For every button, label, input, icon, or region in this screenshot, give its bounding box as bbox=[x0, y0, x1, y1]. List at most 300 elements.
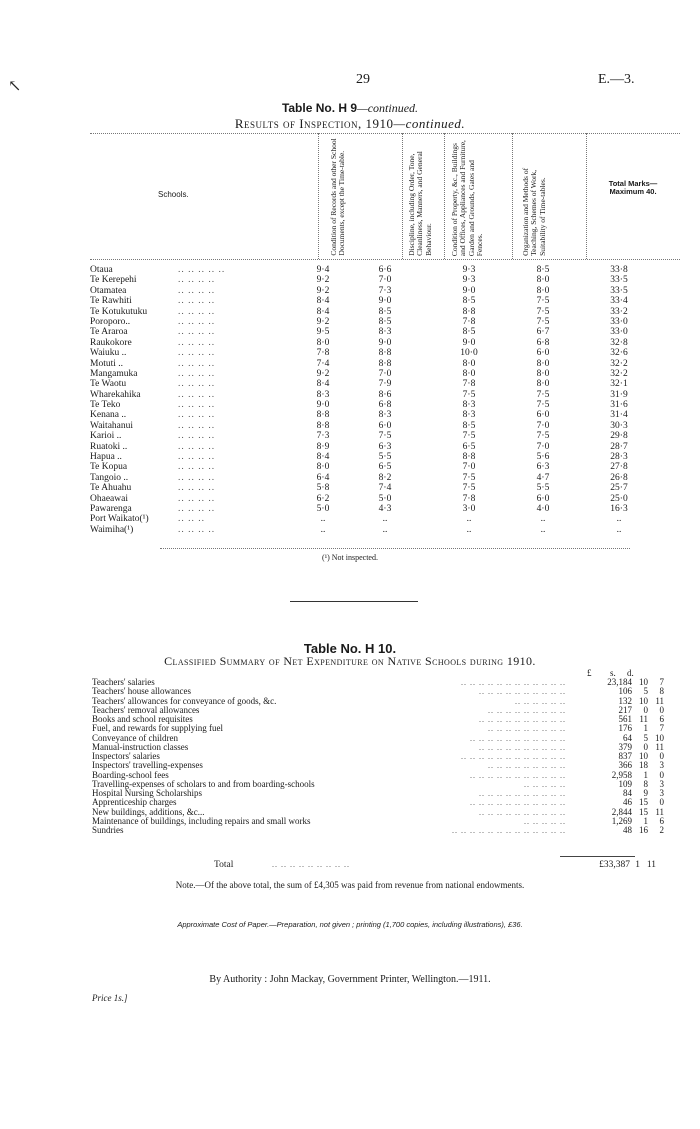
records-score: 5·0 bbox=[316, 503, 330, 514]
pounds-value: 217 bbox=[618, 704, 632, 715]
discipline-score: 7·0 bbox=[378, 275, 392, 286]
pounds-value: 64 bbox=[623, 732, 632, 743]
total-score: 31·6 bbox=[610, 400, 628, 411]
discipline-score: 4·3 bbox=[378, 503, 392, 514]
total-score: 32·1 bbox=[610, 379, 628, 390]
property-score: 9·0 bbox=[462, 285, 476, 296]
property-score: 9·3 bbox=[462, 275, 476, 286]
property-score: 8·8 bbox=[462, 452, 476, 463]
shillings-value: 15 bbox=[639, 797, 648, 808]
total-score: 33·4 bbox=[610, 296, 628, 307]
total-dots: .. .. .. .. .. .. .. .. .. bbox=[272, 860, 350, 869]
property-score: 10·0 bbox=[460, 348, 478, 359]
table9-top-rule bbox=[90, 133, 680, 134]
school-name: Hapua .. bbox=[90, 452, 122, 463]
col3-header: Condition of Property, &c., Buildings and Offices, Appliances and Furniture, Garden and Grounds, Gates and Fences. bbox=[450, 139, 484, 256]
row-leader-dots: .. .. .. .. bbox=[178, 368, 216, 379]
discipline-score: 7·0 bbox=[378, 368, 392, 379]
table9-footnote: (¹) Not inspected. bbox=[322, 553, 378, 562]
property-score: 7·8 bbox=[462, 316, 476, 327]
table-row bbox=[90, 483, 680, 493]
records-score: 8·4 bbox=[316, 306, 330, 317]
shillings-value: 10 bbox=[639, 751, 648, 761]
row-leader-dots: .. .. .. .. bbox=[178, 472, 216, 483]
table10-body bbox=[92, 677, 664, 835]
pence-value: 10 bbox=[655, 732, 664, 743]
records-score: 9·2 bbox=[316, 316, 330, 327]
table9-title-suffix: —continued. bbox=[357, 101, 419, 115]
pounds-value: 837 bbox=[618, 751, 632, 761]
table-row bbox=[90, 338, 680, 348]
row-leader-dots: .. .. .. .. bbox=[178, 410, 216, 421]
scan-mark-left: ↖ bbox=[8, 78, 22, 95]
shillings-header: s. bbox=[610, 668, 616, 678]
total-score: 31·4 bbox=[610, 410, 628, 421]
row-leader-dots: .. .. .. .. .. .. .. .. .. .. bbox=[479, 807, 566, 817]
expense-label: Boarding-school fees bbox=[92, 769, 169, 780]
table-row bbox=[90, 348, 680, 358]
pounds-value: 176 bbox=[618, 723, 632, 734]
total-score: 33·0 bbox=[610, 316, 628, 327]
total-score: 29·8 bbox=[610, 431, 628, 442]
records-score: 9·4 bbox=[316, 265, 330, 275]
property-score: 7·0 bbox=[462, 462, 476, 473]
records-score: 8·4 bbox=[316, 296, 330, 307]
row-leader-dots: .. .. .. .. bbox=[178, 285, 216, 296]
total-marks-header: Total Marks— Maximum 40. bbox=[608, 179, 658, 196]
expense-label: Maintenance of buildings, including repairs and small works bbox=[92, 815, 311, 826]
property-score: 9·0 bbox=[462, 337, 476, 348]
discipline-score: 8·3 bbox=[378, 410, 392, 421]
table9-subtitle-suffix: —continued. bbox=[393, 116, 466, 131]
col3-header-box bbox=[451, 138, 521, 256]
shillings-value: 10 bbox=[639, 677, 648, 687]
expense-label: Teachers' allowances for conveyance of goods, &c. bbox=[92, 695, 277, 706]
row-leader-dots: .. .. .. .. bbox=[178, 275, 216, 286]
discipline-score: 7·3 bbox=[378, 285, 392, 296]
total-score: 25·7 bbox=[610, 483, 628, 494]
total-score: 30·3 bbox=[610, 420, 628, 431]
property-score: 9·3 bbox=[462, 265, 476, 275]
records-score: .. bbox=[320, 514, 326, 525]
table-row bbox=[90, 462, 680, 472]
pence-value: 0 bbox=[659, 769, 664, 780]
row-leader-dots: .. .. .. .. .. .. .. .. .. .. .. bbox=[470, 733, 566, 743]
school-name: Te Kopua bbox=[90, 462, 128, 473]
pounds-value: 109 bbox=[618, 778, 632, 789]
total-score: 33·5 bbox=[610, 275, 628, 286]
pence-value: 0 bbox=[659, 797, 664, 808]
school-name: Karioi .. bbox=[90, 431, 122, 442]
pounds-value: 46 bbox=[623, 797, 632, 808]
row-leader-dots: .. .. .. .. bbox=[178, 503, 216, 514]
col1-header: Condition of Records and other School Documents, except the Time-table. bbox=[329, 138, 347, 256]
records-score: 9·0 bbox=[316, 400, 330, 411]
table-row bbox=[92, 741, 664, 752]
row-leader-dots: .. .. .. .. bbox=[178, 524, 216, 535]
row-leader-dots: .. .. .. .. .. .. .. .. .. .. bbox=[479, 742, 566, 752]
school-name: Motuti .. bbox=[90, 358, 123, 369]
property-score: .. bbox=[466, 524, 472, 535]
row-leader-dots: .. .. .. .. .. .. .. .. .. bbox=[488, 724, 566, 734]
row-leader-dots: .. .. .. .. bbox=[178, 431, 216, 442]
property-score: 7·5 bbox=[462, 472, 476, 483]
school-name: Te Araroa bbox=[90, 327, 128, 338]
organization-score: 7·5 bbox=[536, 296, 550, 307]
expense-label: Fuel, and rewards for supplying fuel bbox=[92, 723, 223, 734]
school-name: Ohaeawai bbox=[90, 493, 128, 504]
property-score: 7·5 bbox=[462, 389, 476, 400]
school-name: Wharekahika bbox=[90, 389, 141, 400]
total-score: 32·2 bbox=[610, 358, 628, 369]
shillings-value: 5 bbox=[643, 732, 648, 743]
row-leader-dots: .. .. .. bbox=[178, 514, 205, 525]
records-score: 8·9 bbox=[316, 441, 330, 452]
property-score: 7·8 bbox=[462, 379, 476, 390]
expense-label: Manual-instruction classes bbox=[92, 741, 189, 752]
row-leader-dots: .. .. .. .. .. .. .. .. .. .. bbox=[479, 687, 566, 697]
col4-header: Organization and Methods of Teaching, Schemes of Work, Suitability of Time-tables. bbox=[521, 168, 547, 256]
discipline-score: 6·3 bbox=[378, 441, 392, 452]
row-leader-dots: .. .. .. .. .. bbox=[524, 816, 566, 826]
row-leader-dots: .. .. .. .. .. bbox=[178, 265, 226, 275]
expense-label: Sundries bbox=[92, 825, 124, 835]
organization-score: 8·5 bbox=[536, 265, 550, 275]
school-name: Otaua bbox=[90, 265, 113, 275]
row-leader-dots: .. .. .. .. .. .. .. .. .. .. .. bbox=[470, 770, 566, 780]
row-leader-dots: .. .. .. .. bbox=[178, 358, 216, 369]
discipline-score: 8·6 bbox=[378, 389, 392, 400]
table-row bbox=[90, 504, 680, 514]
table-row bbox=[90, 265, 680, 275]
school-name: Kenana .. bbox=[90, 410, 127, 421]
organization-score: 6·3 bbox=[536, 462, 550, 473]
table10-title: Table No. H 10. bbox=[303, 641, 397, 656]
expense-label: Apprenticeship charges bbox=[92, 797, 177, 808]
row-leader-dots: .. .. .. .. bbox=[178, 306, 216, 317]
discipline-score: 6·0 bbox=[378, 420, 392, 431]
col1-header-box bbox=[330, 138, 400, 256]
pounds-value: 379 bbox=[618, 741, 632, 752]
records-score: 5·8 bbox=[316, 483, 330, 494]
property-score: 8·5 bbox=[462, 420, 476, 431]
total-score: 32·8 bbox=[610, 337, 628, 348]
total-score: .. bbox=[616, 514, 622, 525]
table9-bottom-rule bbox=[160, 548, 630, 549]
property-score: 8·3 bbox=[462, 400, 476, 411]
discipline-score: 8·2 bbox=[378, 472, 392, 483]
pence-value: 3 bbox=[659, 788, 664, 798]
total-score: 33·0 bbox=[610, 327, 628, 338]
shillings-value: 18 bbox=[639, 760, 648, 771]
total-score: 33·8 bbox=[610, 265, 628, 275]
pounds-value: 132 bbox=[618, 695, 632, 706]
property-score: 8·8 bbox=[462, 306, 476, 317]
property-score: 8·0 bbox=[462, 358, 476, 369]
pounds-value: 366 bbox=[618, 760, 632, 771]
row-leader-dots: .. .. .. .. .. .. .. .. .. bbox=[488, 705, 566, 715]
table-row bbox=[92, 825, 664, 835]
shillings-value: 1 bbox=[643, 815, 648, 826]
row-leader-dots: .. .. .. .. bbox=[178, 316, 216, 327]
pence-value: 6 bbox=[659, 714, 664, 724]
shillings-value: 9 bbox=[643, 788, 648, 798]
discipline-score: 7·5 bbox=[378, 431, 392, 442]
pounds-value: 1,269 bbox=[611, 815, 632, 826]
total-score: 33·2 bbox=[610, 306, 628, 317]
cost-note bbox=[0, 920, 700, 929]
expense-label: Teachers' salaries bbox=[92, 677, 155, 687]
property-score: 8·5 bbox=[462, 296, 476, 307]
discipline-score: 8·3 bbox=[378, 327, 392, 338]
school-name: Waitahanui bbox=[90, 420, 134, 431]
total-pence: 11 bbox=[646, 860, 656, 870]
pence-value: 11 bbox=[655, 741, 664, 752]
records-score: .. bbox=[320, 524, 326, 535]
page-reference: E.—3. bbox=[598, 72, 635, 87]
expense-label: Books and school requisites bbox=[92, 714, 193, 724]
discipline-score: 7·9 bbox=[378, 379, 392, 390]
discipline-score: 5·0 bbox=[378, 493, 392, 504]
organization-score: 8·0 bbox=[536, 275, 550, 286]
table-row bbox=[90, 442, 680, 452]
pence-value: 8 bbox=[659, 686, 664, 697]
expense-label: Hospital Nursing Scholarships bbox=[92, 788, 202, 798]
school-name: Te Kerepehi bbox=[90, 275, 137, 286]
property-score: 8·3 bbox=[462, 410, 476, 421]
row-leader-dots: .. .. .. .. bbox=[178, 337, 216, 348]
row-leader-dots: .. .. .. .. .. bbox=[524, 779, 566, 789]
school-name: Raukokore bbox=[90, 337, 132, 348]
records-score: 7·8 bbox=[316, 348, 330, 359]
expense-label: Conveyance of children bbox=[92, 732, 178, 743]
organization-score: 5·5 bbox=[536, 483, 550, 494]
property-score: 7·5 bbox=[462, 431, 476, 442]
organization-score: 7·5 bbox=[536, 389, 550, 400]
pounds-value: 106 bbox=[618, 686, 632, 697]
property-score: .. bbox=[466, 514, 472, 525]
pence-value: 11 bbox=[655, 695, 664, 706]
school-name: Te Teko bbox=[90, 400, 121, 411]
school-name: Otamatea bbox=[90, 285, 127, 296]
pounds-value: 48 bbox=[623, 825, 632, 835]
total-score: 32·2 bbox=[610, 368, 628, 379]
table-row bbox=[90, 286, 680, 296]
table-row bbox=[90, 473, 680, 483]
table-row bbox=[90, 275, 680, 285]
table-row bbox=[90, 369, 680, 379]
records-score: 8·4 bbox=[316, 452, 330, 463]
shillings-value: 1 bbox=[643, 769, 648, 780]
table-row bbox=[92, 815, 664, 826]
table-row bbox=[90, 359, 680, 369]
organization-score: 6·8 bbox=[536, 337, 550, 348]
pence-value: 0 bbox=[659, 751, 664, 761]
table-row bbox=[90, 431, 680, 441]
records-score: 9·2 bbox=[316, 275, 330, 286]
shillings-value: 0 bbox=[643, 704, 648, 715]
shillings-value: 1 bbox=[643, 723, 648, 734]
row-leader-dots: .. .. .. .. .. .. .. .. .. .. .. .. bbox=[461, 678, 566, 687]
shillings-value: 5 bbox=[643, 686, 648, 697]
pounds-value: 84 bbox=[623, 788, 632, 798]
total-score: 31·9 bbox=[610, 389, 628, 400]
organization-score: 8·0 bbox=[536, 358, 550, 369]
total-score: 28·3 bbox=[610, 452, 628, 463]
total-score: 33·5 bbox=[610, 285, 628, 296]
records-score: 8·4 bbox=[316, 379, 330, 390]
total-rule bbox=[560, 856, 635, 857]
table9-col-divider-2 bbox=[402, 133, 403, 259]
discipline-score: .. bbox=[382, 514, 388, 525]
row-leader-dots: .. .. .. .. bbox=[178, 493, 216, 504]
pence-value: 3 bbox=[659, 760, 664, 771]
pounds-value: 2,844 bbox=[611, 806, 632, 817]
discipline-score: 6·6 bbox=[378, 265, 392, 275]
col2-header: Discipline, including Order, Tone, Cleanliness, Manners, and General Behaviour. bbox=[407, 151, 433, 256]
expense-label: Travelling-expenses of scholars to and from boarding-schools bbox=[92, 778, 315, 789]
table-row bbox=[90, 421, 680, 431]
property-score: 8·5 bbox=[462, 327, 476, 338]
row-leader-dots: .. .. .. .. bbox=[178, 441, 216, 452]
organization-score: 7·0 bbox=[536, 441, 550, 452]
total-score: 27·8 bbox=[610, 462, 628, 473]
row-leader-dots: .. .. .. .. bbox=[178, 420, 216, 431]
table-row bbox=[90, 296, 680, 306]
col4-header-box bbox=[522, 138, 592, 256]
table-row bbox=[90, 317, 680, 327]
school-name: Waimiha(¹) bbox=[90, 524, 134, 535]
property-score: 3·0 bbox=[462, 503, 476, 514]
organization-score: 6·0 bbox=[536, 348, 550, 359]
table-row bbox=[90, 514, 680, 524]
table9-header-rule bbox=[90, 259, 680, 260]
row-leader-dots: .. .. .. .. bbox=[178, 400, 216, 411]
organization-score: .. bbox=[540, 524, 546, 535]
organization-score: 7·5 bbox=[536, 400, 550, 411]
expense-label: New buildings, additions, &c... bbox=[92, 806, 205, 817]
school-name: Port Waikato(¹) bbox=[90, 514, 149, 525]
row-leader-dots: .. .. .. .. bbox=[178, 348, 216, 359]
school-name: Poroporo.. bbox=[90, 316, 131, 327]
table-row bbox=[90, 494, 680, 504]
expense-label: Inspectors' travelling-expenses bbox=[92, 760, 203, 771]
school-name: Pawarenga bbox=[90, 503, 132, 514]
total-label: Total bbox=[214, 860, 234, 870]
section-rule bbox=[290, 601, 418, 602]
organization-score: .. bbox=[540, 514, 546, 525]
organization-score: 7·5 bbox=[536, 431, 550, 442]
row-leader-dots: .. .. .. .. .. .. .. .. .. .. bbox=[479, 715, 566, 724]
organization-score: 5·6 bbox=[536, 452, 550, 463]
discipline-score: 8·5 bbox=[378, 316, 392, 327]
price-label: Price 1s.] bbox=[92, 993, 128, 1003]
shillings-value: 15 bbox=[639, 806, 648, 817]
pence-value: 7 bbox=[659, 677, 664, 687]
row-leader-dots: .. .. .. .. bbox=[178, 296, 216, 307]
schools-header: Schools. bbox=[158, 190, 189, 199]
pence-value: 2 bbox=[659, 825, 664, 835]
property-score: 8·0 bbox=[462, 368, 476, 379]
row-leader-dots: .. .. .. .. bbox=[178, 327, 216, 338]
pence-header: d. bbox=[627, 668, 634, 678]
pence-value: 0 bbox=[659, 704, 664, 715]
table-row bbox=[90, 452, 680, 462]
table10-note: Note.—Of the above total, the sum of £4,305 was paid from revenue from national endowments. bbox=[175, 880, 525, 890]
property-score: 6·5 bbox=[462, 441, 476, 452]
expense-label: Teachers' removal allowances bbox=[92, 704, 200, 715]
discipline-score: 6·8 bbox=[378, 400, 392, 411]
organization-score: 8·0 bbox=[536, 368, 550, 379]
discipline-score: 9·0 bbox=[378, 296, 392, 307]
table9-title bbox=[0, 101, 700, 116]
row-leader-dots: .. .. .. .. .. .. .. .. .. bbox=[488, 761, 566, 771]
total-shillings: 1 bbox=[635, 860, 640, 870]
shillings-value: 16 bbox=[639, 825, 648, 835]
page-number: 29 bbox=[356, 72, 370, 87]
table9-subtitle-main: Results of Inspection, 1910 bbox=[234, 116, 394, 131]
records-score: 9·5 bbox=[316, 327, 330, 338]
records-score: 8·0 bbox=[316, 462, 330, 473]
records-score: 8·0 bbox=[316, 337, 330, 348]
discipline-score: .. bbox=[382, 524, 388, 535]
authority-line: By Authority : John Mackay, Government Printer, Wellington.—1911. bbox=[209, 974, 491, 985]
shillings-value: 11 bbox=[639, 714, 648, 724]
pounds-value: 23,184 bbox=[607, 677, 632, 687]
table10-subtitle: Classified Summary of Net Expenditure on Native Schools during 1910. bbox=[164, 654, 536, 668]
pence-value: 11 bbox=[655, 806, 664, 817]
total-pounds: £33,387 bbox=[599, 860, 630, 870]
expense-label: Teachers' house allowances bbox=[92, 686, 191, 697]
property-score: 7·5 bbox=[462, 483, 476, 494]
total-score: 16·3 bbox=[610, 503, 628, 514]
table9-subtitle bbox=[0, 116, 700, 132]
row-leader-dots: .. .. .. .. bbox=[178, 389, 216, 400]
records-score: 7·3 bbox=[316, 431, 330, 442]
total-score: 32·6 bbox=[610, 348, 628, 359]
organization-score: 7·0 bbox=[536, 420, 550, 431]
discipline-score: 8·8 bbox=[378, 348, 392, 359]
table9-title-main: Table No. H 9 bbox=[281, 101, 358, 115]
organization-score: 7·5 bbox=[536, 306, 550, 317]
cost-note-text: Approximate Cost of Paper.—Preparation, not given ; printing (1,700 copies, including illustrations), £36. bbox=[177, 920, 523, 929]
table-row bbox=[90, 327, 680, 337]
school-name: Waiuku .. bbox=[90, 348, 127, 359]
pence-value: 3 bbox=[659, 778, 664, 789]
shillings-value: 10 bbox=[639, 695, 648, 706]
total-score: 25·0 bbox=[610, 493, 628, 504]
row-leader-dots: .. .. .. .. .. .. .. .. .. .. .. .. bbox=[461, 752, 566, 761]
pounds-value: 2,958 bbox=[611, 769, 632, 780]
pounds-value: 561 bbox=[618, 714, 632, 724]
organization-score: 6·0 bbox=[536, 410, 550, 421]
row-leader-dots: .. .. .. .. .. .. bbox=[515, 696, 566, 706]
row-leader-dots: .. .. .. .. .. .. .. .. .. .. .. bbox=[470, 798, 566, 808]
row-leader-dots: .. .. .. .. .. .. .. .. .. .. bbox=[479, 789, 566, 798]
table-row bbox=[90, 400, 680, 410]
row-leader-dots: .. .. .. .. .. .. .. .. .. .. .. .. .. bbox=[452, 826, 566, 835]
discipline-score: 7·4 bbox=[378, 483, 392, 494]
table-row bbox=[90, 390, 680, 400]
table-row bbox=[90, 379, 680, 389]
organization-score: 7·5 bbox=[536, 316, 550, 327]
discipline-score: 8·5 bbox=[378, 306, 392, 317]
school-name: Te Kotukutuku bbox=[90, 306, 148, 317]
row-leader-dots: .. .. .. .. bbox=[178, 462, 216, 473]
records-score: 8·8 bbox=[316, 420, 330, 431]
organization-score: 8·0 bbox=[536, 379, 550, 390]
records-score: 6·2 bbox=[316, 493, 330, 504]
